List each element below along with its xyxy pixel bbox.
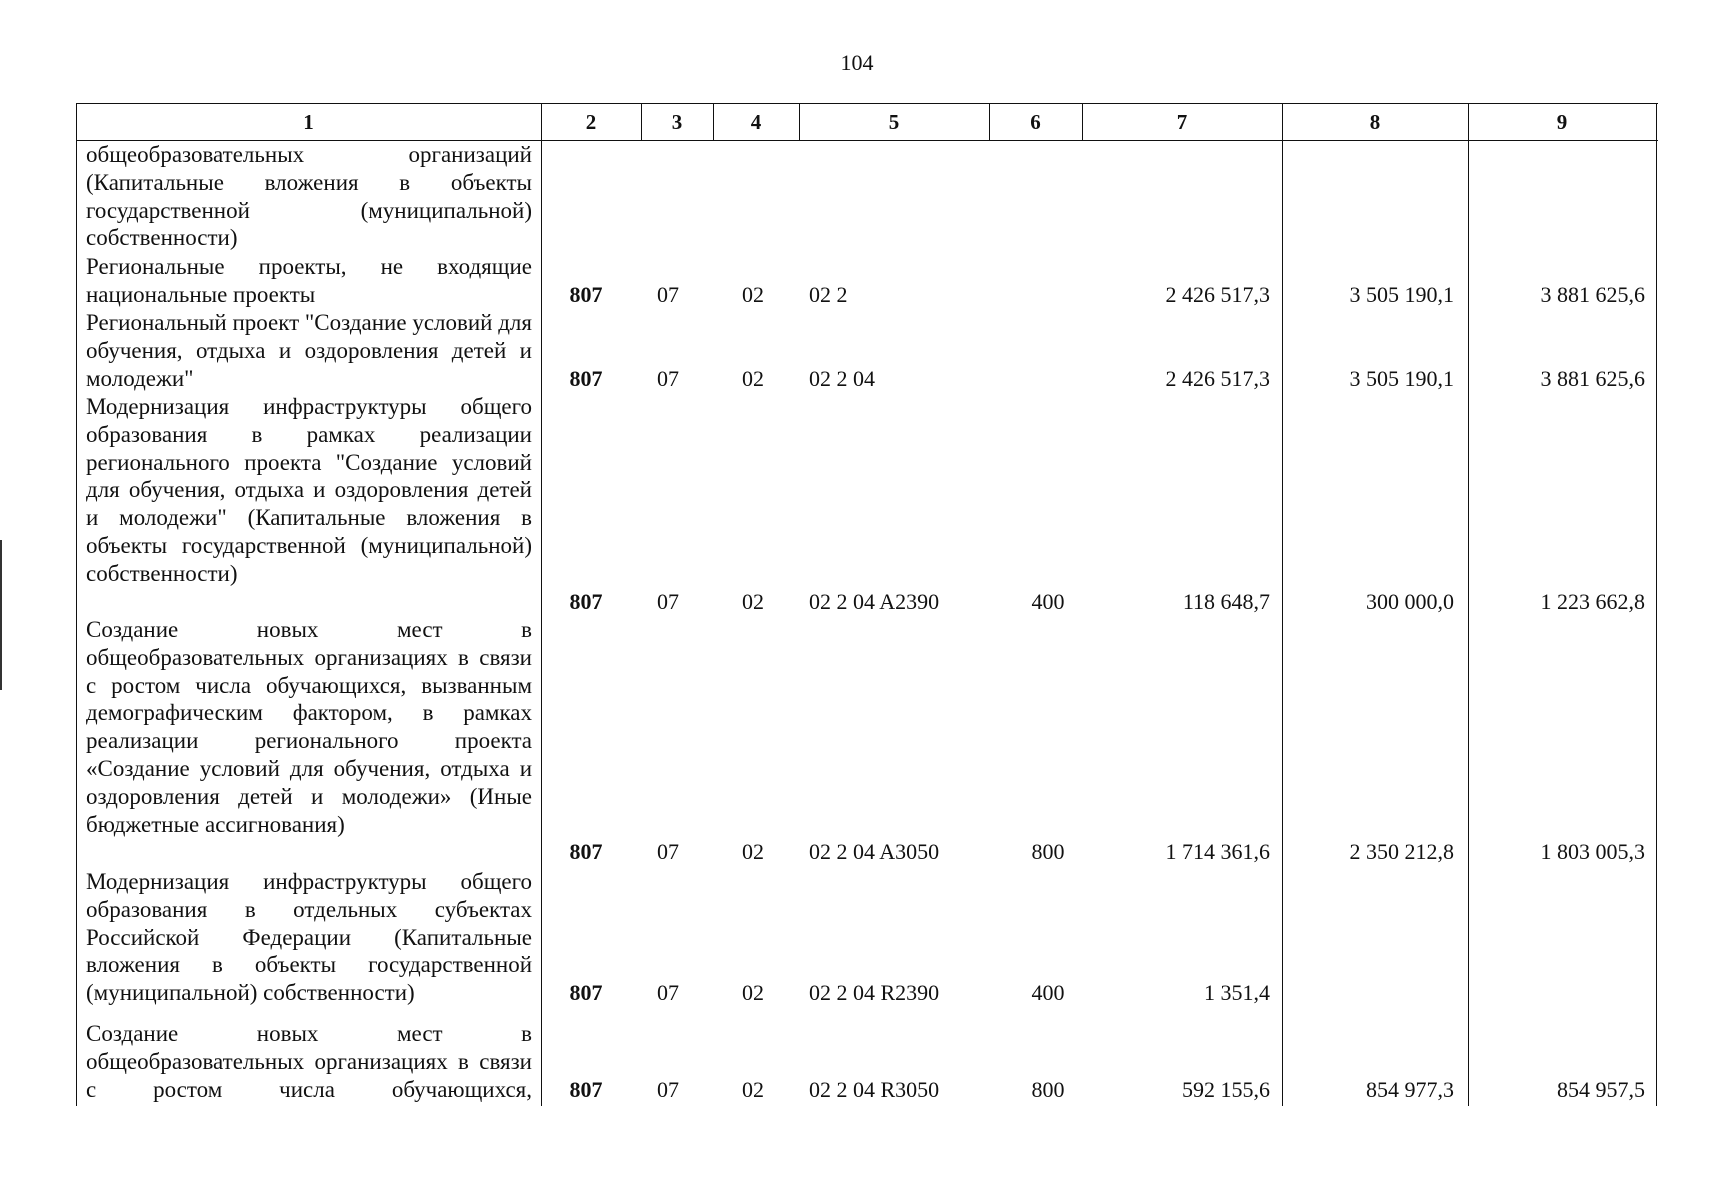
cell-amount-8: 300 000,0 — [1366, 588, 1454, 614]
row-name: Региональный проект "Создание условий для обучения, отдыха и оздоровления детей и молодежи" — [86, 310, 532, 391]
cell-amount-7: 2 426 517,3 — [1165, 281, 1270, 307]
cell-subsection: 02 — [742, 588, 764, 614]
cell-subsection: 02 — [742, 1076, 764, 1102]
row-name: Создание новых мест в общеобразовательных организациях в связи с ростом числа обучающихся, вызванным демографическим фактором, в рамках реализации регионального проекта «Создание условий для обучения, отдыха и оздоровления детей и молодежи» (Иные бюджетные ассигнования) — [86, 617, 532, 837]
cell-section: 07 — [657, 1076, 679, 1102]
cell-expense-type: 400 — [1031, 588, 1065, 614]
cell-section: 07 — [657, 281, 679, 307]
header-col-7: 7 — [1176, 110, 1188, 134]
cell-amount-8: 3 505 190,1 — [1349, 365, 1454, 391]
cell-amount-7: 1 714 361,6 — [1165, 839, 1270, 865]
cell-subsection: 02 — [742, 839, 764, 865]
budget-table — [76, 103, 1658, 1106]
cell-ministry-code: 807 — [569, 839, 603, 865]
cell-ministry-code: 807 — [569, 1076, 603, 1102]
cell-target-article: 02 2 04 R2390 — [809, 980, 940, 1006]
page-number: 104 — [840, 50, 874, 75]
row-name: Модернизация инфраструктуры общего образования в отдельных субъектах Российской Федерации (Капитальные вложения в объекты государственной (муниципальной) собственности) — [86, 869, 532, 1006]
scan-edge-mark — [0, 540, 2, 690]
row-name: Создание новых мест в общеобразовательных организациях в связи с ростом числа обучающихся, — [86, 1021, 532, 1102]
cell-ministry-code: 807 — [569, 980, 603, 1006]
header-col-3: 3 — [671, 110, 683, 134]
header-col-5: 5 — [888, 110, 900, 134]
cell-subsection: 02 — [742, 281, 764, 307]
cell-amount-9: 854 957,5 — [1557, 1076, 1645, 1102]
cell-ministry-code: 807 — [569, 281, 603, 307]
cell-section: 07 — [657, 588, 679, 614]
cell-target-article: 02 2 04 A3050 — [809, 839, 940, 865]
cell-section: 07 — [657, 365, 679, 391]
header-col-9: 9 — [1556, 110, 1568, 134]
col-border-right — [1656, 103, 1657, 1106]
header-col-8: 8 — [1369, 110, 1381, 134]
cell-expense-type: 800 — [1031, 839, 1065, 865]
cell-ministry-code: 807 — [569, 365, 603, 391]
table-header-row — [76, 103, 1658, 140]
col-border-1-2 — [541, 103, 542, 1106]
row-name: Модернизация инфраструктуры общего образования в рамках реализации регионального проекта "Создание условий для обучения, отдыха и оздоровления детей и молодежи" (Капитальные вложения в объекты государственной (муниципальной) собственности) — [86, 394, 532, 586]
cell-expense-type: 800 — [1031, 1076, 1065, 1102]
header-col-4: 4 — [750, 110, 762, 134]
cell-amount-9: 3 881 625,6 — [1540, 281, 1645, 307]
cell-amount-9: 3 881 625,6 — [1540, 365, 1645, 391]
cell-amount-7: 1 351,4 — [1204, 980, 1270, 1006]
cell-amount-7: 592 155,6 — [1182, 1076, 1270, 1102]
cell-target-article: 02 2 — [809, 281, 848, 307]
cell-target-article: 02 2 04 R3050 — [809, 1076, 940, 1102]
cell-amount-8: 2 350 212,8 — [1349, 839, 1454, 865]
cell-ministry-code: 807 — [569, 588, 603, 614]
row-name: общеобразовательных организаций (Капитальные вложения в объекты государственной (муниципальной) собственности) — [86, 142, 532, 251]
cell-section: 07 — [657, 980, 679, 1006]
cell-section: 07 — [657, 839, 679, 865]
cell-subsection: 02 — [742, 980, 764, 1006]
cell-amount-7: 118 648,7 — [1182, 588, 1270, 614]
cell-amount-7: 2 426 517,3 — [1165, 365, 1270, 391]
cell-expense-type: 400 — [1031, 980, 1065, 1006]
cell-amount-8: 3 505 190,1 — [1349, 281, 1454, 307]
cell-target-article: 02 2 04 — [809, 365, 875, 391]
cell-amount-8: 854 977,3 — [1366, 1076, 1454, 1102]
cell-target-article: 02 2 04 A2390 — [809, 588, 940, 614]
row-name: Региональные проекты, не входящие национальные проекты — [86, 254, 532, 307]
header-col-1: 1 — [303, 110, 314, 134]
header-col-2: 2 — [585, 110, 597, 134]
cell-subsection: 02 — [742, 365, 764, 391]
cell-amount-9: 1 803 005,3 — [1540, 839, 1645, 865]
header-col-6: 6 — [1030, 110, 1041, 134]
col-border-left — [76, 103, 77, 1106]
cell-amount-9: 1 223 662,8 — [1540, 588, 1645, 614]
